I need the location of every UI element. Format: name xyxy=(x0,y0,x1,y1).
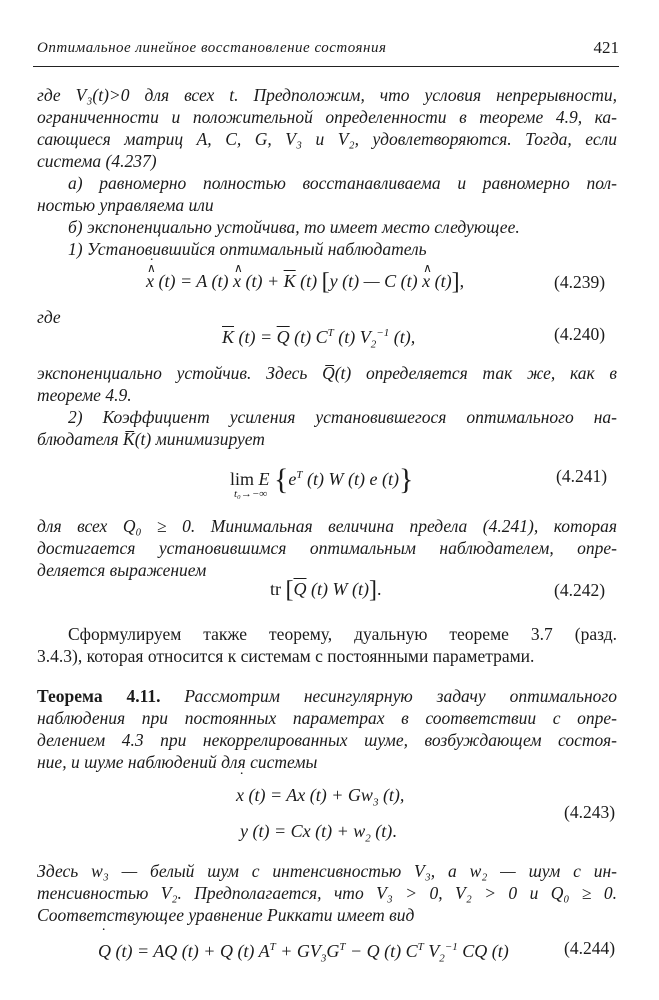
equation-4-240: $\overline{K}$ $(t) = \overline{Q}$ (t) $C^T$ (t) $V_2^{-1}$ (t), xyxy=(222,327,416,351)
limit-subscript: t₀→−∞ xyxy=(234,488,268,500)
text-line: наблюдения при постоянных параметрах в соответствии с опре- xyxy=(37,708,617,728)
text-line: делением 4.3 при некоррелированных шуме, возбуждающем состоя- xyxy=(37,730,617,750)
theorem-label: Теорема 4.11. xyxy=(37,686,161,706)
text-line: достигается установившимся оптимальным наблюдателем, опре- xyxy=(37,538,617,558)
text-line: а) равномерно полностью восстанавливаема и равномерно пол- xyxy=(68,173,617,193)
text-line: 1) Установившийся оптимальный наблюдатель xyxy=(68,239,427,259)
text-line: экспоненциально устойчив. Здесь Q̅(t) определяется так же, как в xyxy=(37,363,617,383)
running-head: Оптимальное линейное восстановление состояния xyxy=(37,40,387,56)
text-line: сающиеся матриц A, C, G, V₃ и V₂, удовлетворяются. Тогда, если xyxy=(37,129,617,149)
text-line: б) экспоненциально устойчива, то имеет место следующее. xyxy=(68,217,520,237)
text-line: теореме 4.9. xyxy=(37,385,132,405)
equation-4-244: ˙ Q (t) = AQ (t) + Q (t) $A^T + GV_3G^T - Q$ (t) $C^T$ $V_2^{-1}$ CQ (t) xyxy=(98,934,509,972)
equation-number: (4.241) xyxy=(556,466,608,486)
text-line: тенсивностью V₂. Предполагается, что V₃ > 0, V₂ > 0 и Q₀ ≥ 0. xyxy=(37,883,617,903)
text-line: где V₃(t)>0 для всех t. Предположим, что условия непрерывности, xyxy=(37,85,617,105)
text-line: ние, и шуме наблюдений для системы xyxy=(37,752,318,772)
equation-4-243-b: y (t) = Cx $(t) + w_2$ (t). xyxy=(240,821,397,845)
equation-number: (4.242) xyxy=(554,580,606,600)
theorem-line xyxy=(37,685,617,707)
equation-4-243-a: ˙ x (t) = Ax $(t) + Gw_3$ (t), xyxy=(236,782,404,816)
text-line: где xyxy=(37,307,61,327)
page-number: 421 xyxy=(593,38,619,57)
equation-4-241: lim E {$e^T$ (t) W (t) e (t)} xyxy=(230,463,414,496)
text-line: Здесь w₃ — белый шум с интенсивностью V₃, а w₂ — шум с ин- xyxy=(37,861,617,881)
equation-number: (4.240) xyxy=(554,324,606,344)
text-line: Сформулируем также теорему, дуальную теореме 3.7 (разд. xyxy=(68,624,617,644)
text-line: деляется выражением xyxy=(37,560,207,580)
text-line: ограниченности и положительной определенности в теореме 4.9, ка- xyxy=(37,107,617,127)
equation-number: (4.239) xyxy=(554,272,606,292)
equation-4-239: ∧ ˙ x (t) = A (t) ∧ x $(t) + \overline{K}$ (t) [y (t) — C (t) ∧ x (t)], xyxy=(146,268,464,295)
text-line: 2) Коэффициент усиления установившегося оптимального на- xyxy=(68,407,617,427)
page-header xyxy=(33,36,619,67)
text-span: Рассмотрим несингулярную задачу оптимального xyxy=(184,686,617,706)
text-line: блюдателя K̅(t) минимизирует xyxy=(37,429,265,449)
equation-number: (4.244) xyxy=(564,938,616,958)
equation-4-242: tr [$\overline{Q}$ (t) W (t)]. xyxy=(270,577,382,603)
text-line: Соответствующее уравнение Риккати имеет вид xyxy=(37,905,415,925)
text-line: система (4.237) xyxy=(37,151,157,171)
text-line: для всех Q₀ ≥ 0. Минимальная величина предела (4.241), которая xyxy=(37,516,617,536)
text-line: 3.4.3), которая относится к системам с постоянными параметрами. xyxy=(37,646,535,666)
text-line: ностью управляема или xyxy=(37,195,214,215)
equation-number: (4.243) xyxy=(564,802,616,822)
